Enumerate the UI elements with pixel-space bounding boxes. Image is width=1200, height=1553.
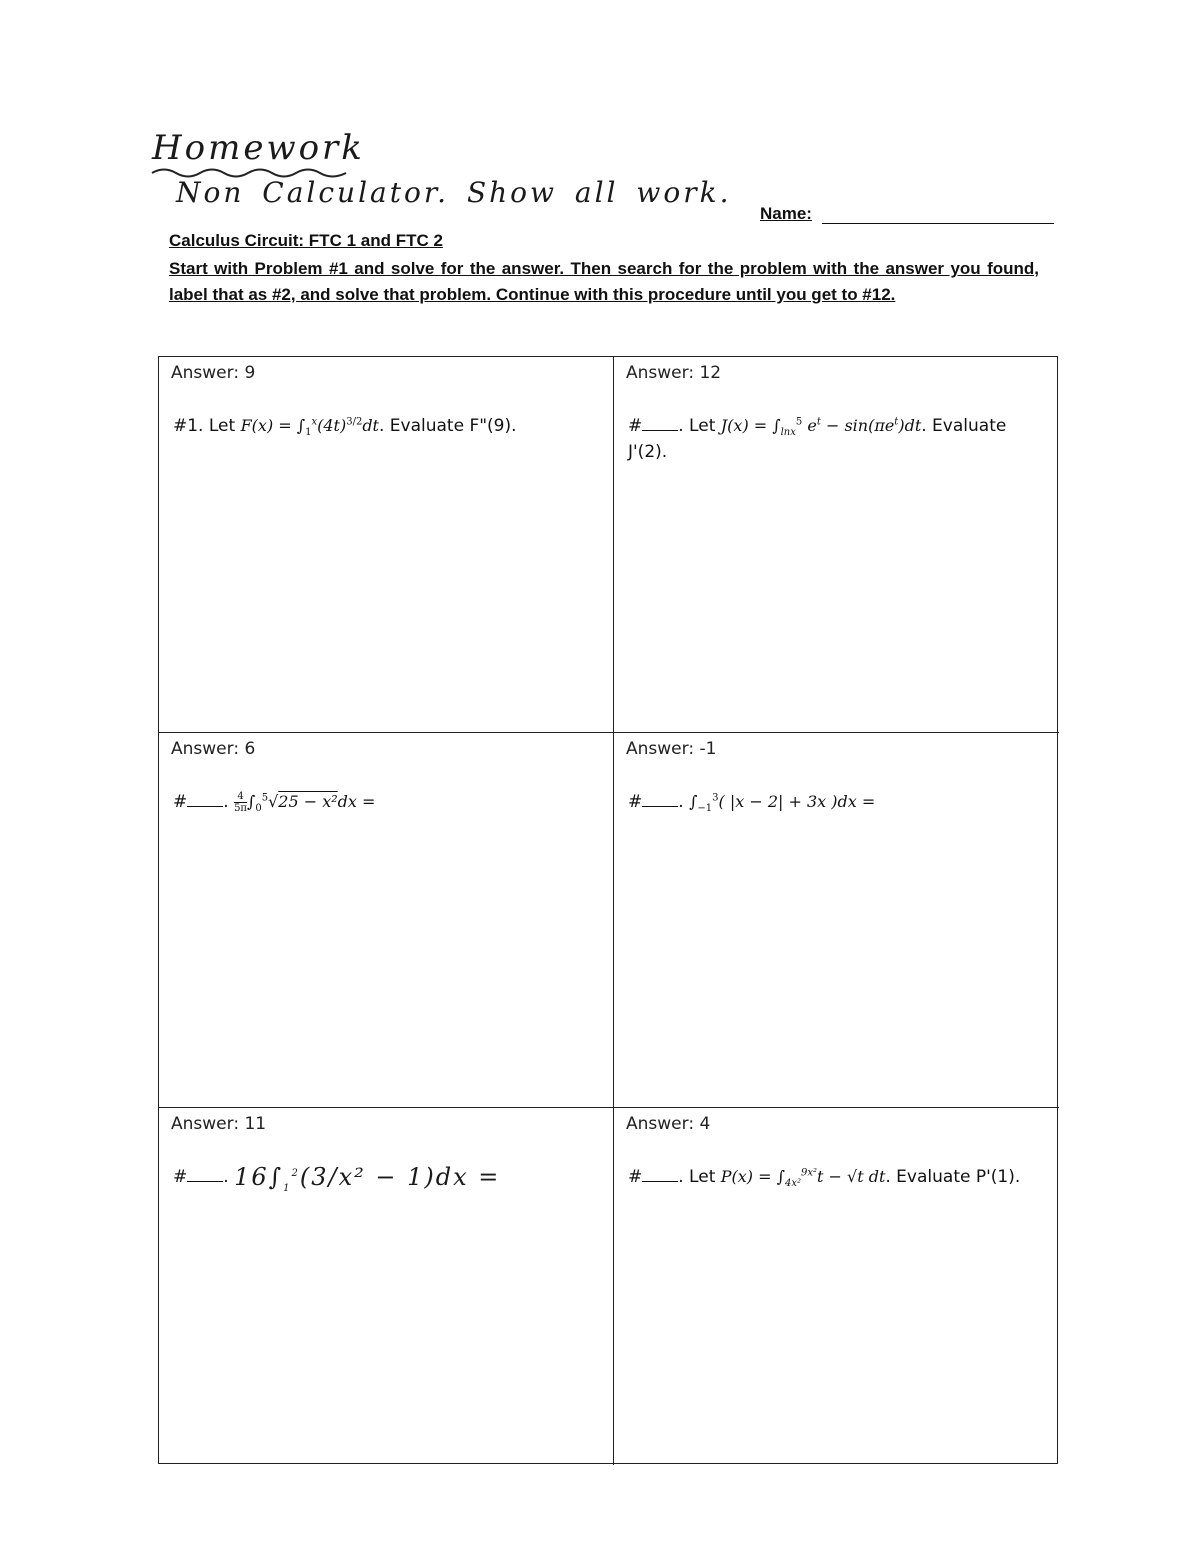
problem-text: # . $16\int_1^2(3/x^2 - 1)dx$ =: [173, 1163, 501, 1194]
answer-label: Answer: 9: [171, 363, 256, 383]
math-expression: $\frac{4}{5\pi}$ $\int_0^5√25 - x^2dx$ =: [234, 791, 376, 815]
problem-cell-5: [159, 1108, 614, 1465]
answer-label: Answer: 4: [626, 1114, 711, 1134]
math-expression: $F(x) = \int_1^x(4t)^{3/2}dt$: [240, 416, 379, 439]
answer-blank[interactable]: [642, 792, 678, 807]
answer-label: Answer: -1: [626, 739, 717, 759]
problem-tail: . Evaluate J'(2).: [628, 416, 1007, 462]
name-field-line[interactable]: [822, 223, 1054, 224]
problem-label: #: [173, 792, 188, 812]
problem-cell-1: [159, 357, 614, 733]
answer-blank[interactable]: [642, 1167, 678, 1182]
handwritten-math-expression: $16\int_1^2(3/x^2 - 1)dx$ =: [234, 1163, 501, 1194]
problem-label: #1. Let: [173, 416, 241, 436]
problem-label: #: [173, 1167, 188, 1187]
answer-blank[interactable]: [642, 416, 678, 431]
problem-tail: . Evaluate F"(9).: [378, 416, 517, 436]
problem-text: # . $\int_{-1}^3$( |x − 2| + 3x )dx =: [628, 792, 876, 815]
instructions: Start with Problem #1 and solve for the answer. Then search for the problem with the answer you found, label that as #2, and solve that problem. Continue with this procedure until you get to #12.: [169, 259, 1039, 304]
name-label: Name:: [760, 204, 812, 223]
answer-blank[interactable]: [187, 1167, 223, 1182]
handwritten-title: Homework: [152, 128, 365, 168]
problem-text: [173, 413, 595, 439]
circuit-title: Calculus Circuit: FTC 1 and FTC 2: [169, 231, 443, 250]
problem-label: #: [628, 416, 643, 436]
problem-cell-3: [159, 733, 614, 1108]
math-expression: $J(x) = \int_{lnx}^5$ $e^t - \sin(\pi e^t)dt$: [720, 416, 922, 439]
problem-text: # . $\frac{4}{5\pi}$ $\int_0^5√25 - x^2dx$ =: [173, 791, 376, 815]
problem-label: #: [628, 792, 643, 812]
problem-text: # . Let $J(x) = \int_{lnx}^5$ $e^t - \sin(\pi e^t)dt$. Evaluate J'(2).: [628, 416, 1007, 462]
problem-cell-6: [614, 1108, 1059, 1465]
problem-text: # . Let $P(x) = \int_{4x^2}^{9x^2}t - √t$ dt. Evaluate P'(1).: [628, 1167, 1021, 1190]
problem-grid: [158, 356, 1058, 1464]
handwritten-note: Non Calculator. Show all work.: [176, 176, 732, 209]
answer-label: Answer: 6: [171, 739, 256, 759]
answer-label: Answer: 12: [626, 363, 722, 383]
answer-blank[interactable]: [187, 792, 223, 807]
math-expression: $P(x) = \int_{4x^2}^{9x^2}t - √t$ dt: [720, 1167, 886, 1190]
problem-label: #: [628, 1167, 643, 1187]
problem-cell-2: [614, 357, 1059, 733]
problem-tail: . Evaluate P'(1).: [885, 1167, 1021, 1187]
math-expression: $\int_{-1}^3$( |x − 2| + 3x )dx =: [689, 792, 876, 815]
answer-label: Answer: 11: [171, 1114, 267, 1134]
problem-cell-4: [614, 733, 1059, 1108]
